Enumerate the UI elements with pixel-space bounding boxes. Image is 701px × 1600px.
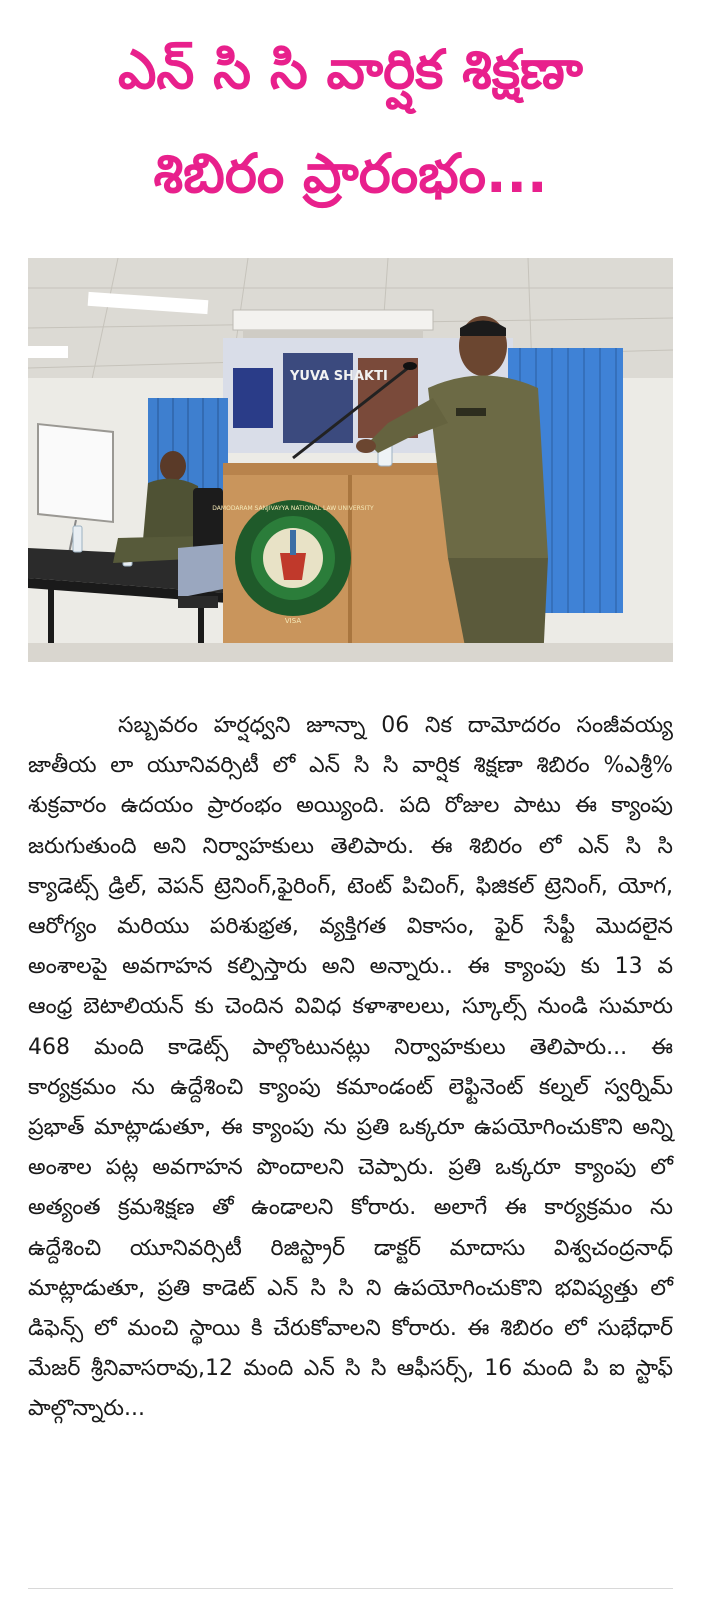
headline (20, 18, 681, 226)
headline-line-2: శిబిరం ప్రారంభం... (153, 142, 548, 205)
headline-line-1: ఎన్ సి సి వార్షిక శిక్షణా (118, 38, 583, 101)
divider (28, 1588, 673, 1589)
article-body: సబ్బవరం హర్షధ్వని జూన్నా 06 నిక దామోదరం సంజీవయ్య జాతీయ లా యూనివర్సిటీ లో ఎన్ సి సి వార్షిక శిక్షణా శిబిరం %ఎశ్రీ% శుక్రవారం ఉదయం ప్రారంభం అయ్యింది. పది రోజుల పాటు ఈ క్యాంపు జరుగుతుంది అని నిర్వాహకులు తెలిపారు. ఈ శిబిరం లో ఎన్ సి సి క్యాడెట్స్ డ్రిల్, వెపన్ ట్రెనింగ్,ఫైరింగ్, టెంట్ పిచింగ్, ఫిజికల్ ట్రెనింగ్, యోగ, ఆరోగ్యం మరియు పరిశుభ్రత, వ్యక్తిగత వికాసం, ఫైర్ సేఫ్టీ మొదలైన అంశాలపై అవగాహన కల్పిస్తారు అని అన్నారు.. ఈ క్యాంపు కు 13 వ ఆంధ్ర బెటాలియన్ కు చెందిన వివిధ కళాశాలలు, స్కూల్స్ నుండి సుమారు 468 మంది కాడెట్స్ పాల్గొంటునట్లు నిర్వాహకులు తెలిపారు... ఈ కార్యక్రమం ను ఉద్దేశించి క్యాంపు కమాండంట్ లెఫ్టినెంట్ కల్నల్ స్వర్నిమ్ ప్రభాత్ మాట్లాడుతూ, ఈ క్యాంపు ను ప్రతి ఒక్కరూ ఉపయోగించుకొని అన్ని అంశాల పట్ల అవగాహన పొందాలని చెప్పారు. ప్రతి ఒక్కరూ క్యాంపు లో అత్యంత క్రమశిక్షణ తో ఉండాలని కోరారు. అలాగే ఈ కార్యక్రమం ను ఉద్దేశించి యూనివర్సిటీ రిజిస్ట్రార్ డాక్టర్ మాదాసు విశ్వచంద్రనాధ్ మాట్లాడుతూ, ప్రతి కాడెట్ ఎన్ సి సి ని ఉపయోగించుకొని భవిష్యత్తు లో డిఫెన్స్ లో మంచి స్థాయి కి చేరుకోవాలని కోరారు. ఈ శిబిరం లో సుభేధార్ మేజర్ శ్రీనివాసరావు,12 మంది ఎన్ సి సి ఆఫీసర్స్, 16 మంది పి ఐ స్టాఫ్ పాల్గొన్నారు... (28, 713, 673, 1422)
banner-text: YUVA SHAKTI (290, 369, 388, 384)
news-photo (28, 258, 673, 662)
podium-emblem-text: DAMODARAM SANJIVAYYA NATIONAL LAW UNIVERSITY (212, 505, 374, 512)
podium-emblem-bottom: VISA (284, 617, 302, 625)
